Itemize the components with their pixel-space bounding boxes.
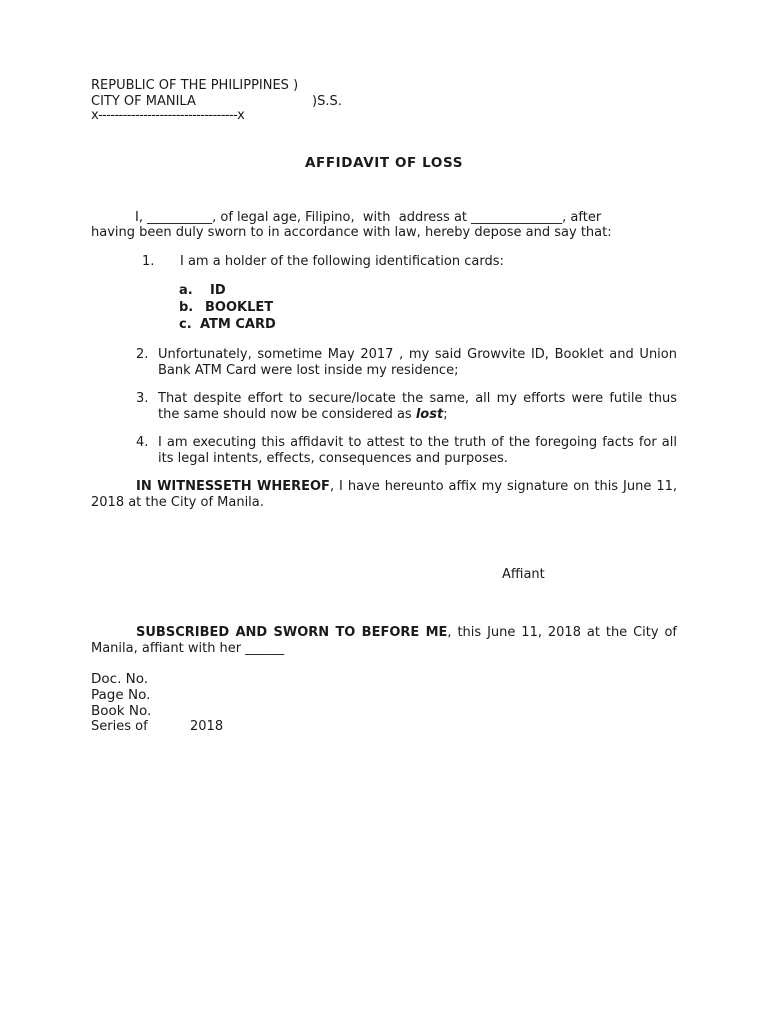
item-4-number: 4. bbox=[136, 435, 149, 450]
witness-text: , I have hereunto affix my signature on this June 11, 2018 at the City of Manila. bbox=[91, 479, 678, 510]
book-no-label: Book No. bbox=[91, 703, 152, 719]
page-no-label: Page No. bbox=[91, 687, 151, 703]
item-1-number: 1. bbox=[142, 254, 155, 269]
sub-item-a-letter: a. bbox=[179, 283, 193, 298]
item-3-text bbox=[158, 391, 677, 423]
caption-city: CITY OF MANILA bbox=[91, 94, 196, 109]
intro-line-2: having been duly sworn to in accordance with law, hereby depose and say that: bbox=[91, 225, 612, 240]
sub-item-c-text: ATM CARD bbox=[200, 317, 276, 332]
jurat-paragraph bbox=[91, 625, 677, 657]
item-2-number: 2. bbox=[136, 347, 149, 362]
jurat-heading: SUBSCRIBED AND SWORN TO BEFORE ME bbox=[136, 625, 448, 640]
jurat-text: , this June 11, 2018 at the City of Manila, affiant with her ______ bbox=[91, 625, 678, 656]
doc-no-label: Doc. No. bbox=[91, 671, 149, 687]
witness-paragraph bbox=[91, 479, 677, 511]
series-label: Series of bbox=[91, 719, 148, 734]
document-title: AFFIDAVIT OF LOSS bbox=[304, 155, 464, 171]
affiant-label: Affiant bbox=[502, 567, 545, 582]
item-3-text-main: That despite effort to secure/locate the same, all my efforts were futile thus the same should now be considered as bbox=[158, 391, 677, 422]
caption-ss: )S.S. bbox=[312, 94, 342, 109]
item-2-text: Unfortunately, sometime May 2017 , my said Growvite ID, Booklet and Union Bank ATM Card were lost inside my residence; bbox=[158, 347, 677, 378]
item-4-text: I am executing this affidavit to attest to the truth of the foregoing facts for all its legal intents, effects, consequences and purposes. bbox=[158, 435, 677, 466]
witness-heading: IN WITNESSETH WHEREOF bbox=[136, 479, 330, 494]
series-year: 2018 bbox=[190, 719, 224, 734]
item-3-emphasis: lost bbox=[415, 407, 444, 422]
caption-separator: x----------------------------------x bbox=[91, 108, 245, 123]
item-3-number: 3. bbox=[136, 391, 149, 406]
sub-item-c-letter: c. bbox=[179, 317, 192, 332]
caption-republic: REPUBLIC OF THE PHILIPPINES ) bbox=[91, 78, 299, 93]
sub-item-b-text: BOOKLET bbox=[205, 300, 274, 315]
item-1-text: I am a holder of the following identification cards: bbox=[180, 254, 504, 269]
item-3-text-end: ; bbox=[443, 407, 448, 422]
intro-line-1: I, __________, of legal age, Filipino, with address at ______________, after bbox=[135, 210, 602, 225]
sub-item-b-letter: b. bbox=[179, 300, 194, 315]
sub-item-a-text: ID bbox=[210, 283, 226, 298]
